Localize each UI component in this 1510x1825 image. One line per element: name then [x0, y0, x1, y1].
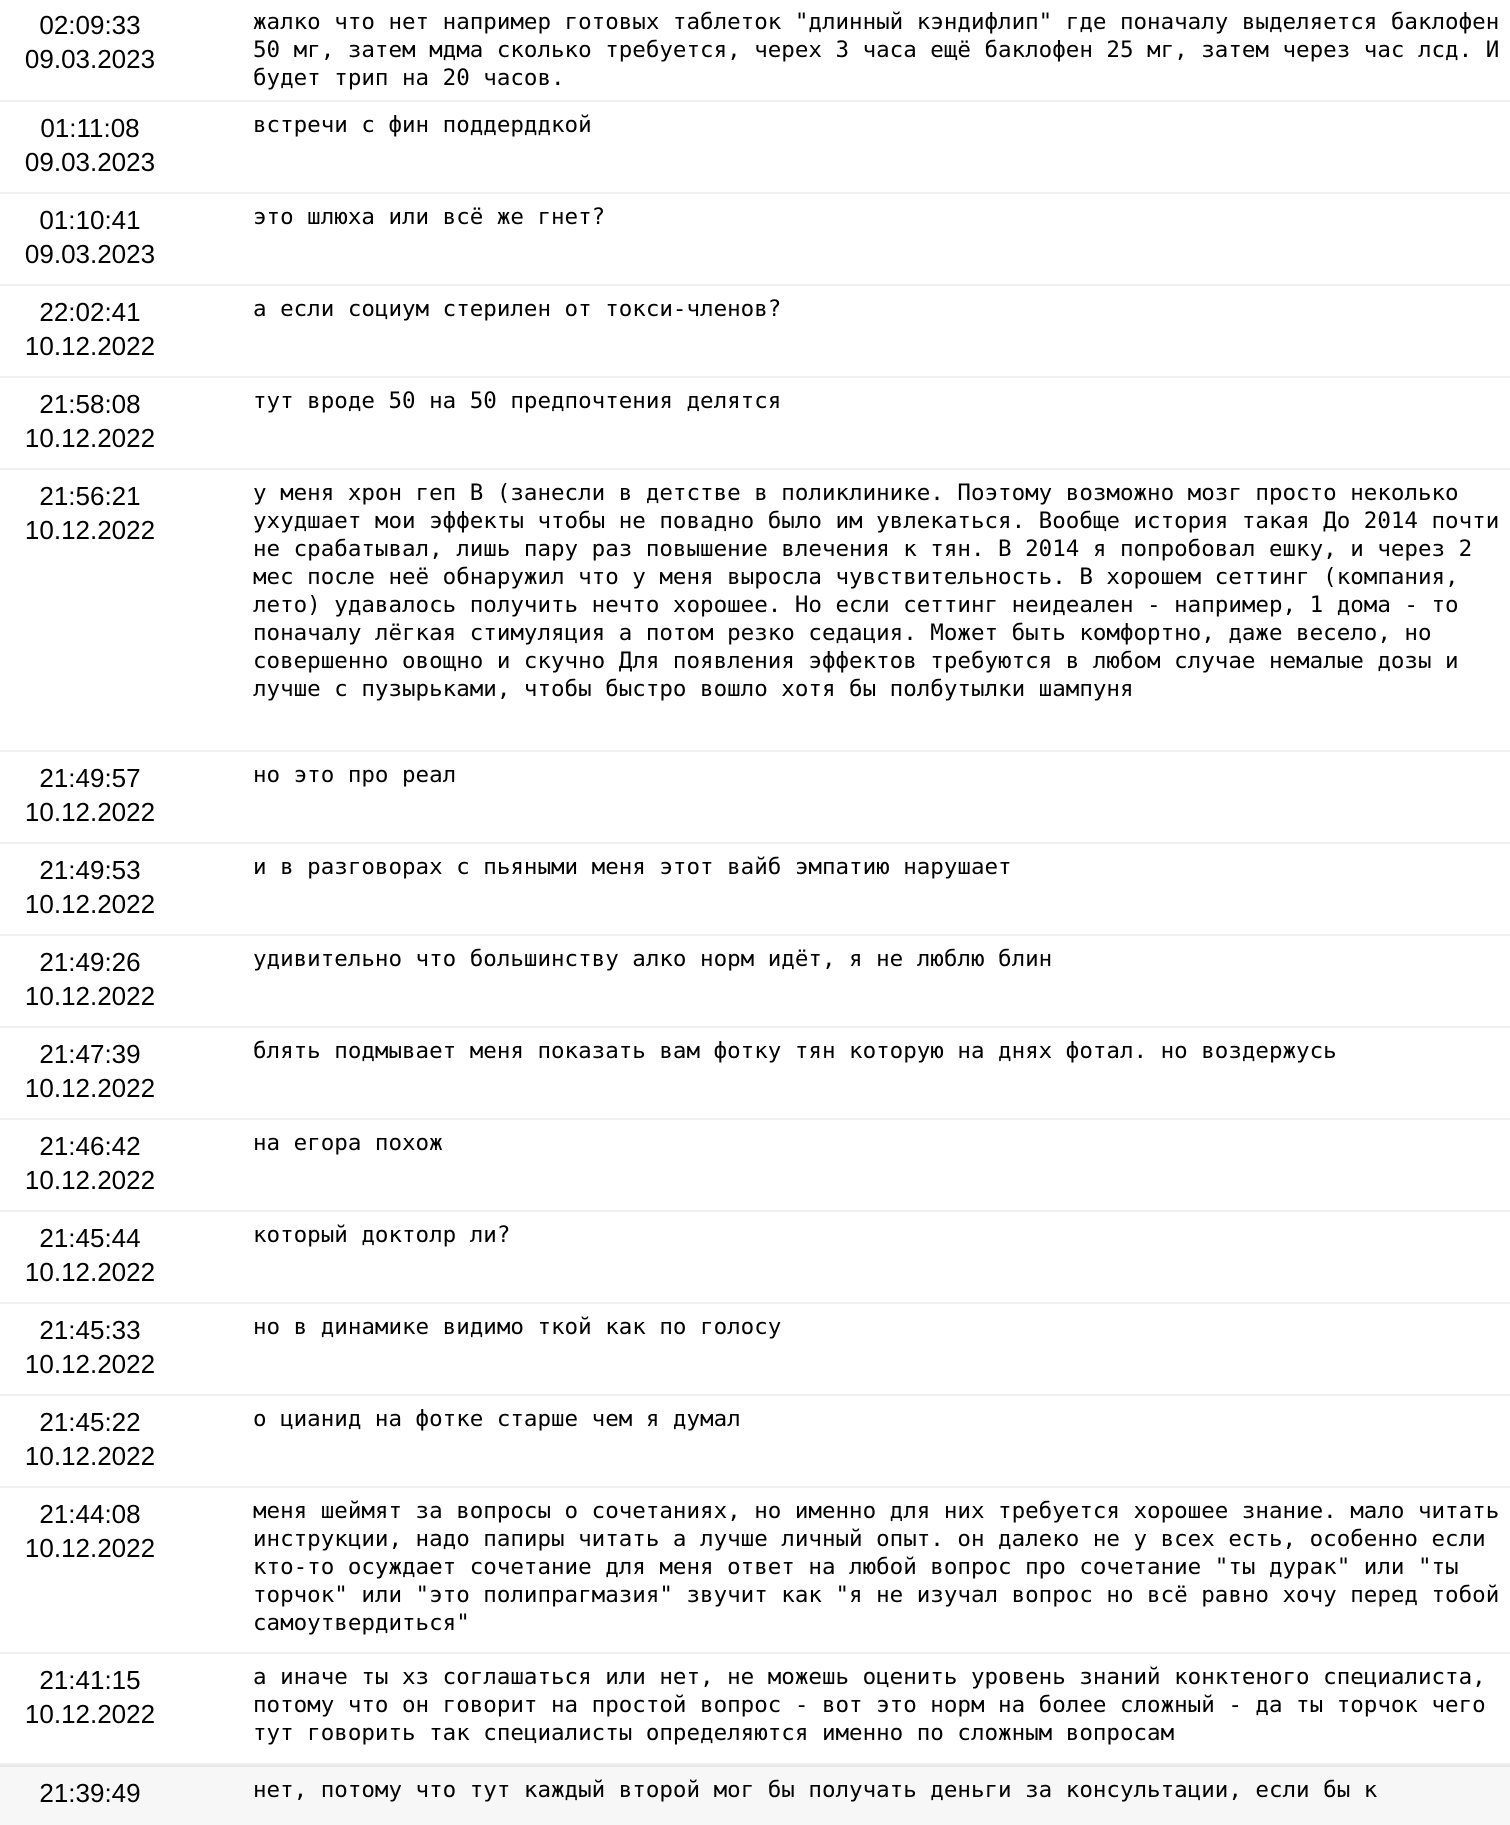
message-text: о цианид на фотке старше чем я думал: [253, 1406, 741, 1432]
message-date: 10.12.2022: [24, 1441, 156, 1471]
message-text: и в разговорах с пьяными меня этот вайб эмпатию нарушает: [253, 854, 1012, 880]
message-text: но в динамике видимо ткой как по голосу: [253, 1314, 782, 1340]
log-row: [0, 1765, 1510, 1825]
message-text: тут вроде 50 на 50 предпочтения делятся: [253, 388, 782, 414]
message-text: блять подмывает меня показать вам фотку тян которую на днях фотал. но воздержусь: [253, 1038, 1337, 1064]
message-text: меня шеймят за вопросы о сочетаниях, но именно для них требуется хорошее знание. мало читать инструкции, надо папиры читать а лучше личный опыт. он далеко не у всех есть, особенно если кто-то осуждает сочетание для меня ответ на любой вопрос про сочетание "ты дурак" или "ты торчок" или "это полипрагмазия" звучит как "я не изучал вопрос но всё равно хочу перед тобой самоутвердиться": [253, 1498, 1500, 1636]
message-time: 21:45:33: [39, 1315, 141, 1345]
timestamp: [0, 1663, 180, 1731]
message-date: 10.12.2022: [24, 797, 156, 827]
timestamp: [0, 1037, 180, 1105]
message-time: 21:49:53: [39, 855, 141, 885]
timestamp: [0, 1313, 180, 1381]
log-row: [0, 1120, 1510, 1212]
message-time: 21:46:42: [39, 1131, 141, 1161]
log-row: [0, 1654, 1510, 1765]
message-text: у меня хрон геп B (занесли в детстве в поликлинике. Поэтому возможно мозг просто неколько ухудшает мои эффекты чтобы не повадно было им увлекаться. Вообще история такая До 2014 почти не срабатывал, лишь пару раз повышение влечения к тян. В 2014 я попробовал ешку, и через 2 мес после неё обнаружил что у меня выросла чувствительность. В хорошем сеттинг (компания, лето) удавалось получить нечто хорошее. Но если сеттинг неидеален - например, 1 дома - то поначалу лёгкая стимуляция а потом резко седация. Может быть комфортно, даже весело, но совершенно овощно и скучно Для появления эффектов требуются в любом случае немалые дозы и лучше с пузырьками, чтобы быстро вошло хотя бы полбутылки шампуня: [253, 480, 1500, 702]
message-date: 09.03.2023: [24, 147, 156, 177]
message-text: жалко что нет например готовых таблеток "длинный кэндифлип" где поначалу выделяется баклофен 50 мг, затем мдма сколько требуется, черех 3 часа ещё баклофен 25 мг, затем через час лсд. И будет трип на 20 часов.: [253, 9, 1500, 91]
timestamp: [0, 111, 180, 179]
timestamp: [0, 8, 180, 76]
message-date: 10.12.2022: [24, 981, 156, 1011]
message-time: 02:09:33: [39, 10, 141, 40]
log-row: [0, 844, 1510, 936]
message-date: 10.12.2022: [24, 1349, 156, 1379]
timestamp: [0, 295, 180, 363]
log-row: [0, 1212, 1510, 1304]
message-text: а иначе ты хз соглашаться или нет, не можешь оценить уровень знаний конктеного специалиста, потому что он говорит на простой вопрос - вот это норм на более сложный - да ты торчок чего тут говорить так специалисты определяются именно по сложным вопросам: [253, 1664, 1486, 1746]
message-date: 10.12.2022: [24, 331, 156, 361]
timestamp: [0, 479, 180, 547]
timestamp: [0, 761, 180, 829]
log-row: [0, 194, 1510, 286]
message-time: 21:44:08: [39, 1499, 141, 1529]
message-text: на егора похож: [253, 1130, 443, 1156]
timestamp: [0, 1776, 180, 1810]
message-time: 22:02:41: [39, 297, 141, 327]
message-date: 10.12.2022: [24, 1699, 156, 1729]
message-time: 21:45:44: [39, 1223, 141, 1253]
timestamp: [0, 1497, 180, 1565]
timestamp: [0, 1221, 180, 1289]
message-time: 21:58:08: [39, 389, 141, 419]
timestamp: [0, 387, 180, 455]
message-time: 21:39:49: [39, 1778, 141, 1808]
message-date: 09.03.2023: [24, 44, 156, 74]
message-date: 10.12.2022: [24, 1165, 156, 1195]
log-row: [0, 0, 1510, 102]
message-date: 10.12.2022: [24, 515, 156, 545]
message-time: 21:56:21: [39, 481, 141, 511]
log-row: [0, 1488, 1510, 1654]
message-time: 01:10:41: [39, 205, 141, 235]
message-text: а если социум стерилен от токси-членов?: [253, 296, 782, 322]
message-time: 21:49:26: [39, 947, 141, 977]
message-text: удивительно что большинству алко норм идёт, я не люблю блин: [253, 946, 1053, 972]
message-time: 21:49:57: [39, 763, 141, 793]
log-row: [0, 286, 1510, 378]
message-text: это шлюха или всё же гнет?: [253, 204, 606, 230]
message-text: встречи с фин поддерддкой: [253, 112, 592, 138]
message-date: 10.12.2022: [24, 423, 156, 453]
message-date: 09.03.2023: [24, 239, 156, 269]
message-time: 01:11:08: [40, 113, 140, 143]
log-row: [0, 1304, 1510, 1396]
message-date: 10.12.2022: [24, 889, 156, 919]
log-row: [0, 378, 1510, 470]
message-text: нет, потому что тут каждый второй мог бы получать деньги за консультации, если бы к: [253, 1777, 1378, 1803]
timestamp: [0, 1405, 180, 1473]
log-row: [0, 1028, 1510, 1120]
timestamp: [0, 853, 180, 921]
message-date: 10.12.2022: [24, 1257, 156, 1287]
message-date: 10.12.2022: [24, 1073, 156, 1103]
message-text: но это про реал: [253, 762, 457, 788]
timestamp: [0, 945, 180, 1013]
message-time: 21:47:39: [39, 1039, 141, 1069]
timestamp: [0, 1129, 180, 1197]
message-time: 21:45:22: [39, 1407, 141, 1437]
log-row: [0, 102, 1510, 194]
message-text: который доктолр ли?: [253, 1222, 511, 1248]
log-row: [0, 470, 1510, 752]
log-row: [0, 1396, 1510, 1488]
message-time: 21:41:15: [39, 1665, 141, 1695]
log-row: [0, 936, 1510, 1028]
message-date: 10.12.2022: [24, 1533, 156, 1563]
timestamp: [0, 203, 180, 271]
log-row: [0, 752, 1510, 844]
